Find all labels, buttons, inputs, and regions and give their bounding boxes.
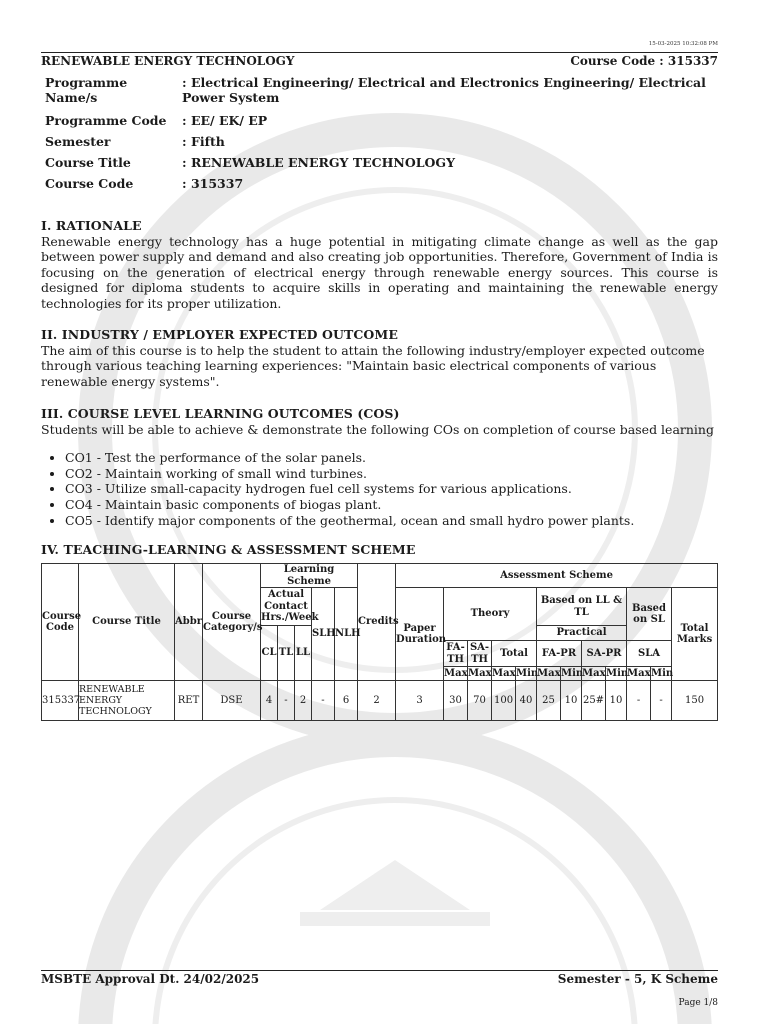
th-max: Max: [444, 667, 468, 679]
th-total-marks: Total Marks: [672, 588, 718, 681]
th-category: Course Category/s: [203, 564, 261, 681]
info-row: [41, 129, 718, 150]
header-course-title: RENEWABLE ENERGY TECHNOLOGY: [41, 54, 295, 68]
th-tl: TL: [278, 626, 295, 681]
rationale-heading: I. RATIONALE: [41, 218, 142, 233]
cell-credits: 2: [358, 681, 396, 721]
cell-sa-th-max: 70: [468, 681, 492, 721]
footer-semester: Semester - 5, K Scheme: [557, 972, 718, 986]
cell-course-title: RENEWABLE ENERGY TECHNOLOGY: [79, 681, 175, 721]
outcome-section: [41, 327, 718, 389]
cell-sla-max: -: [627, 681, 651, 721]
course-info-table: [41, 73, 718, 192]
list-item: • CO1 - Test the performance of the solar panels.: [65, 450, 718, 466]
th-max: Max: [582, 667, 606, 679]
cos-section: [41, 406, 718, 528]
cos-list: [41, 450, 718, 528]
teaching-scheme-table: [41, 563, 718, 721]
th-max: Max: [627, 667, 651, 679]
info-label: Course Title: [45, 155, 131, 170]
th-credits: Credits: [358, 564, 396, 681]
info-value: : RENEWABLE ENERGY TECHNOLOGY: [182, 155, 456, 170]
cell-abbr: RET: [175, 681, 203, 721]
cell-sla-min: -: [651, 681, 672, 721]
cell-total-min: 40: [516, 681, 537, 721]
info-row: [41, 73, 718, 108]
th-max: Max: [537, 667, 561, 679]
header-course-code: Course Code : 315337: [570, 54, 718, 68]
info-label: Programme Name/s: [45, 75, 128, 105]
print-timestamp: 15-03-2025 10:32:08 PM: [648, 41, 718, 47]
th-theory: Theory: [444, 588, 537, 641]
th-cl: CL: [261, 626, 278, 681]
info-label: Course Code: [45, 176, 134, 191]
info-value: : EE/ EK/ EP: [182, 113, 268, 128]
list-item: • CO2 - Maintain working of small wind turbines.: [65, 466, 718, 482]
th-sla: SLA: [627, 641, 672, 667]
th-based-ll-tl: Based on LL & TL: [537, 588, 627, 626]
info-row: [41, 108, 718, 129]
cell-fa-th-max: 30: [444, 681, 468, 721]
th-sa-th: SA-TH: [468, 641, 492, 667]
cell-slh: -: [312, 681, 335, 721]
list-item: • CO4 - Maintain basic components of biogas plant.: [65, 497, 718, 513]
th-based-sl: Based on SL: [627, 588, 672, 641]
info-row: [41, 150, 718, 171]
th-ll: LL: [295, 626, 312, 681]
outcome-heading: II. INDUSTRY / EMPLOYER EXPECTED OUTCOME: [41, 327, 398, 342]
cos-heading: III. COURSE LEVEL LEARNING OUTCOMES (COS): [41, 406, 400, 421]
footer-approval: MSBTE Approval Dt. 24/02/2025: [41, 972, 260, 986]
th-practical: Practical: [537, 626, 627, 641]
th-min: Min: [516, 667, 539, 679]
th-total: Total: [492, 641, 537, 667]
page-footer: [41, 970, 718, 986]
table-row: [42, 681, 718, 721]
cell-fa-pr-max: 25: [537, 681, 561, 721]
list-item: • CO5 - Identify major components of the geothermal, ocean and small hydro power plants.: [65, 513, 718, 529]
cell-course-code: 315337: [42, 681, 79, 721]
page-number: Page 1/8: [678, 998, 718, 1008]
info-label: Programme Code: [45, 113, 167, 128]
rationale-section: [41, 218, 718, 312]
cell-fa-pr-min: 10: [561, 681, 582, 721]
info-value: : 315337: [182, 176, 244, 191]
th-course-code: Course Code: [42, 564, 79, 681]
th-abbr: Abbr: [175, 564, 203, 681]
info-label: Semester: [45, 134, 111, 149]
info-value: : Fifth: [182, 134, 225, 149]
outcome-text: The aim of this course is to help the student to attain the following industry/employer expected outcome through various teaching learning experiences: "Maintain basic electrical components of various renewable energy systems".: [41, 342, 705, 389]
cell-paper-duration: 3: [396, 681, 444, 721]
th-actual-contact: Actual Contact Hrs./Week: [261, 588, 312, 626]
cell-total-marks: 150: [672, 681, 718, 721]
scheme-section: [41, 542, 718, 558]
th-nlh: NLH: [335, 588, 358, 681]
cos-intro: Students will be able to achieve & demonstrate the following COs on completion of course based learning: [41, 421, 714, 437]
cell-total-max: 100: [492, 681, 516, 721]
th-course-title: Course Title: [79, 564, 175, 681]
th-max: Max: [492, 667, 516, 679]
th-fa-th: FA-TH: [444, 641, 468, 667]
cell-tl: -: [278, 681, 295, 721]
th-fa-pr: FA-PR: [537, 641, 582, 667]
info-value: : Electrical Engineering/ Electrical and Electronics Engineering/ Electrical Power System: [182, 75, 706, 105]
info-row: [41, 171, 718, 192]
th-slh: SLH: [312, 588, 335, 681]
th-paper-duration: Paper Duration: [396, 588, 444, 681]
th-sa-pr: SA-PR: [582, 641, 627, 667]
th-learning-scheme: Learning Scheme: [261, 564, 358, 588]
cell-ll: 2: [295, 681, 312, 721]
cell-sa-pr-min: 10: [606, 681, 627, 721]
th-min: Min: [561, 667, 584, 679]
list-item: • CO3 - Utilize small-capacity hydrogen fuel cell systems for various applications.: [65, 481, 718, 497]
th-assessment-scheme: Assessment Scheme: [396, 564, 718, 588]
page-header: [41, 52, 718, 68]
cell-nlh: 6: [335, 681, 358, 721]
rationale-text: Renewable energy technology has a huge potential in mitigating climate change as well as the gap between power supply and demand and also creating job opportunities. Therefore, Government of India is focusing on the generation of electrical energy through renewable energy sources. This course is designed for diploma students to acquire skills in operating and maintaining the renewable energy technologies for its proper utilization.: [41, 233, 718, 311]
cell-category: DSE: [203, 681, 261, 721]
th-min: Min: [606, 667, 629, 679]
scheme-heading: IV. TEACHING-LEARNING & ASSESSMENT SCHEME: [41, 542, 416, 557]
th-min: Min: [651, 667, 674, 679]
th-max: Max: [468, 667, 492, 679]
cell-cl: 4: [261, 681, 278, 721]
cell-sa-pr-max: 25#: [582, 681, 606, 721]
